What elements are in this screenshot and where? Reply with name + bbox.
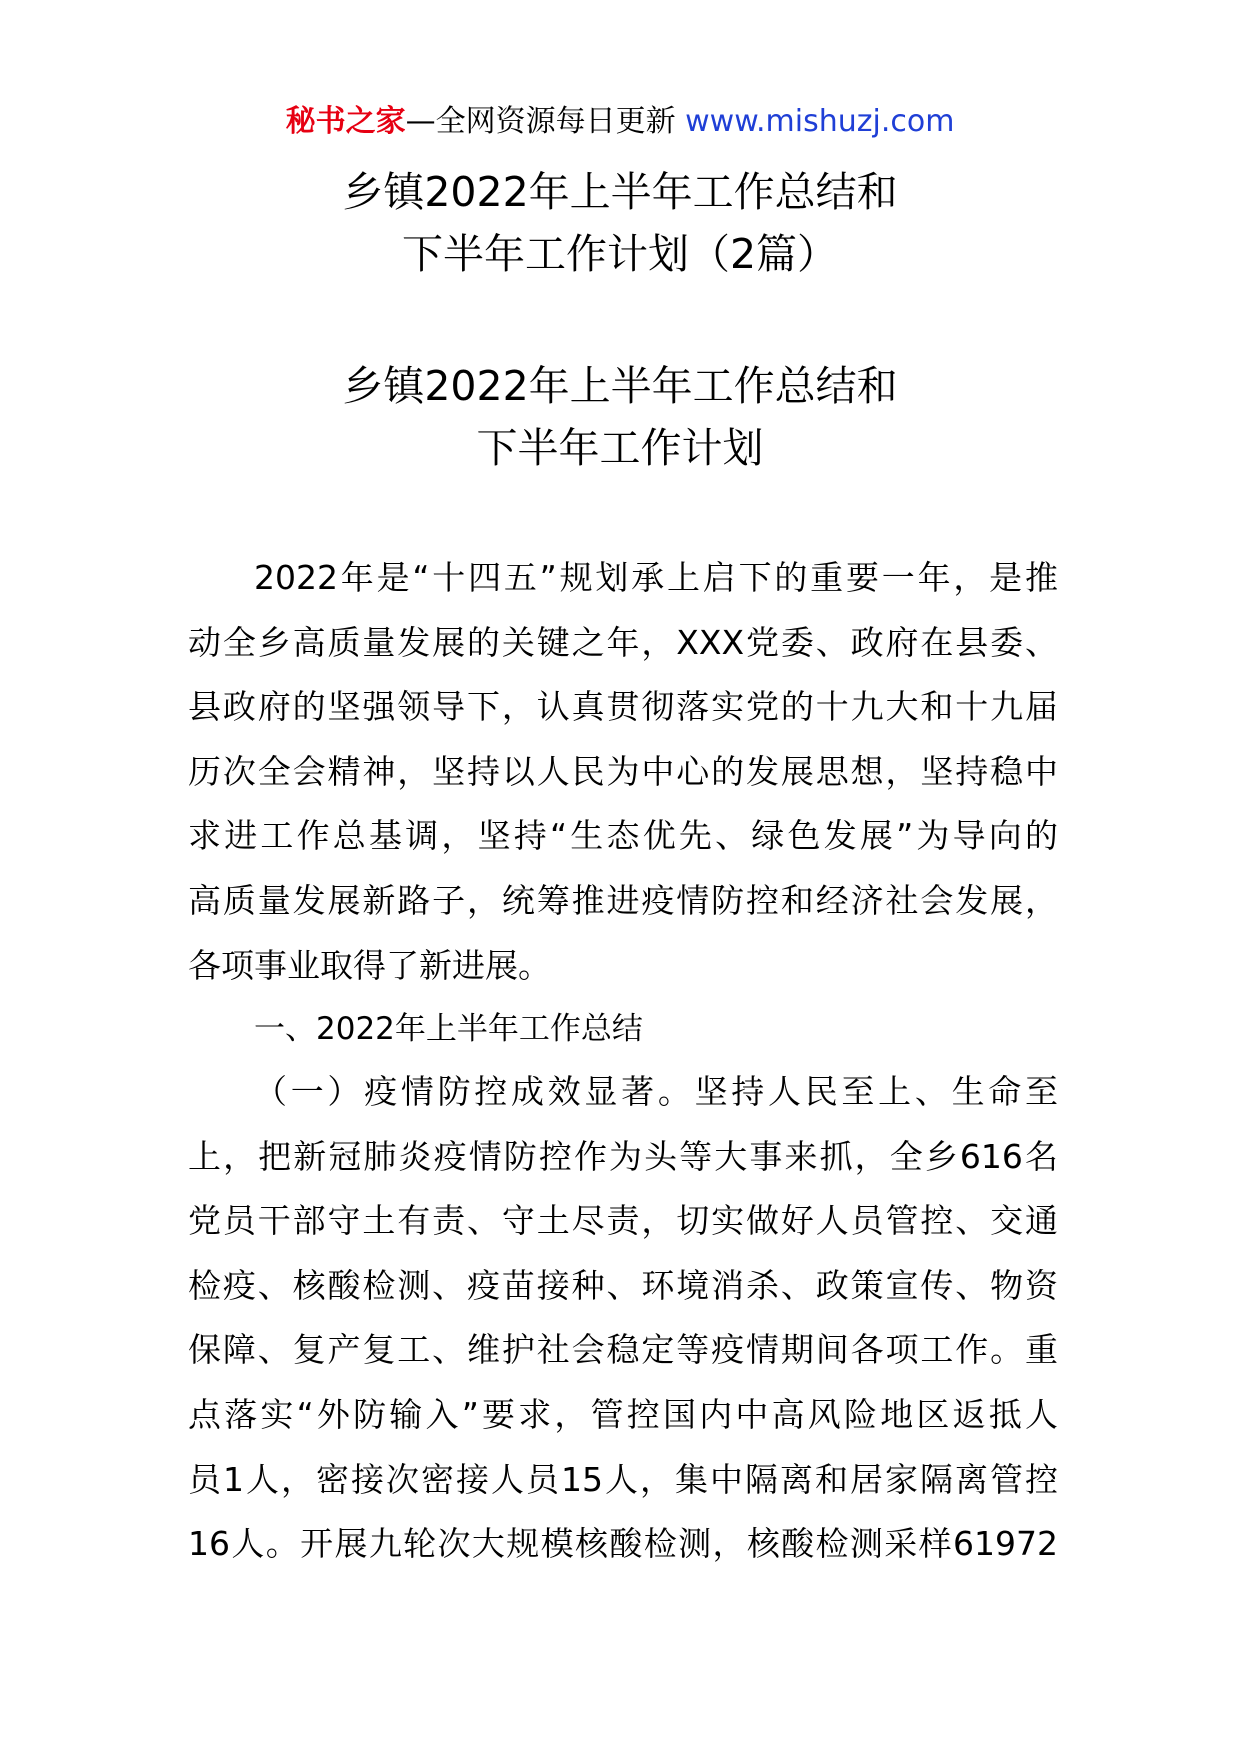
paragraph-line: 县政府的坚强领导下，认真贯彻落实党的十九大和十九届 bbox=[188, 687, 1058, 727]
article-title bbox=[0, 355, 1240, 479]
paragraph-line: 上，把新冠肺炎疫情防控作为头等大事来抓，全乡616名 bbox=[188, 1136, 1058, 1176]
paragraph-line: 保障、复产复工、维护社会稳定等疫情期间各项工作。重 bbox=[188, 1330, 1058, 1370]
paragraph-line: 历次全会精神，坚持以人民为中心的发展思想，坚持稳中 bbox=[188, 751, 1058, 791]
paragraph-line: 16人。开展九轮次大规模核酸检测，核酸检测采样61972 bbox=[188, 1524, 1058, 1564]
document-title bbox=[0, 161, 1240, 285]
paragraph-line: 各项事业取得了新进展。 bbox=[188, 945, 551, 985]
paragraph-line: 求进工作总基调，坚持“生态优先、绿色发展”为导向的 bbox=[188, 816, 1058, 856]
section-1-paragraph bbox=[188, 1060, 1058, 1577]
paragraph-line: 员1人，密接次密接人员15人，集中隔离和居家隔离管控 bbox=[188, 1459, 1058, 1499]
section-heading: 一、2022年上半年工作总结 bbox=[254, 1011, 643, 1047]
watermark-header bbox=[0, 100, 1240, 144]
document-title-line-2: 下半年工作计划（2篇） bbox=[401, 230, 839, 278]
paragraph-line: 检疫、核酸检测、疫苗接种、环境消杀、政策宣传、物资 bbox=[188, 1265, 1058, 1305]
paragraph-line: 高质量发展新路子，统筹推进疫情防控和经济社会发展， bbox=[188, 880, 1058, 920]
article-title-line-2: 下半年工作计划 bbox=[476, 424, 764, 472]
paragraph-line: （一）疫情防控成效显著。坚持人民至上、生命至 bbox=[254, 1072, 1058, 1111]
paragraph-line: 党员干部守土有责、守土尽责，切实做好人员管控、交通 bbox=[188, 1201, 1058, 1241]
paragraph-line: 动全乡高质量发展的关键之年，XXX党委、政府在县委、 bbox=[188, 622, 1058, 662]
paragraph-line: 点落实“外防输入”要求，管控国内中高风险地区返抵人 bbox=[188, 1394, 1058, 1434]
header-tagline: —全网资源每日更新 bbox=[405, 104, 686, 139]
paragraph-line: 2022年是“十四五”规划承上启下的重要一年，是推 bbox=[254, 558, 1058, 597]
document-title-line-1: 乡镇2022年上半年工作总结和 bbox=[342, 168, 898, 216]
brand-name: 秘书之家 bbox=[285, 104, 406, 139]
header-url[interactable]: www.mishuzj.com bbox=[685, 104, 955, 139]
intro-paragraph bbox=[188, 546, 1058, 998]
article-title-line-1: 乡镇2022年上半年工作总结和 bbox=[342, 362, 898, 410]
